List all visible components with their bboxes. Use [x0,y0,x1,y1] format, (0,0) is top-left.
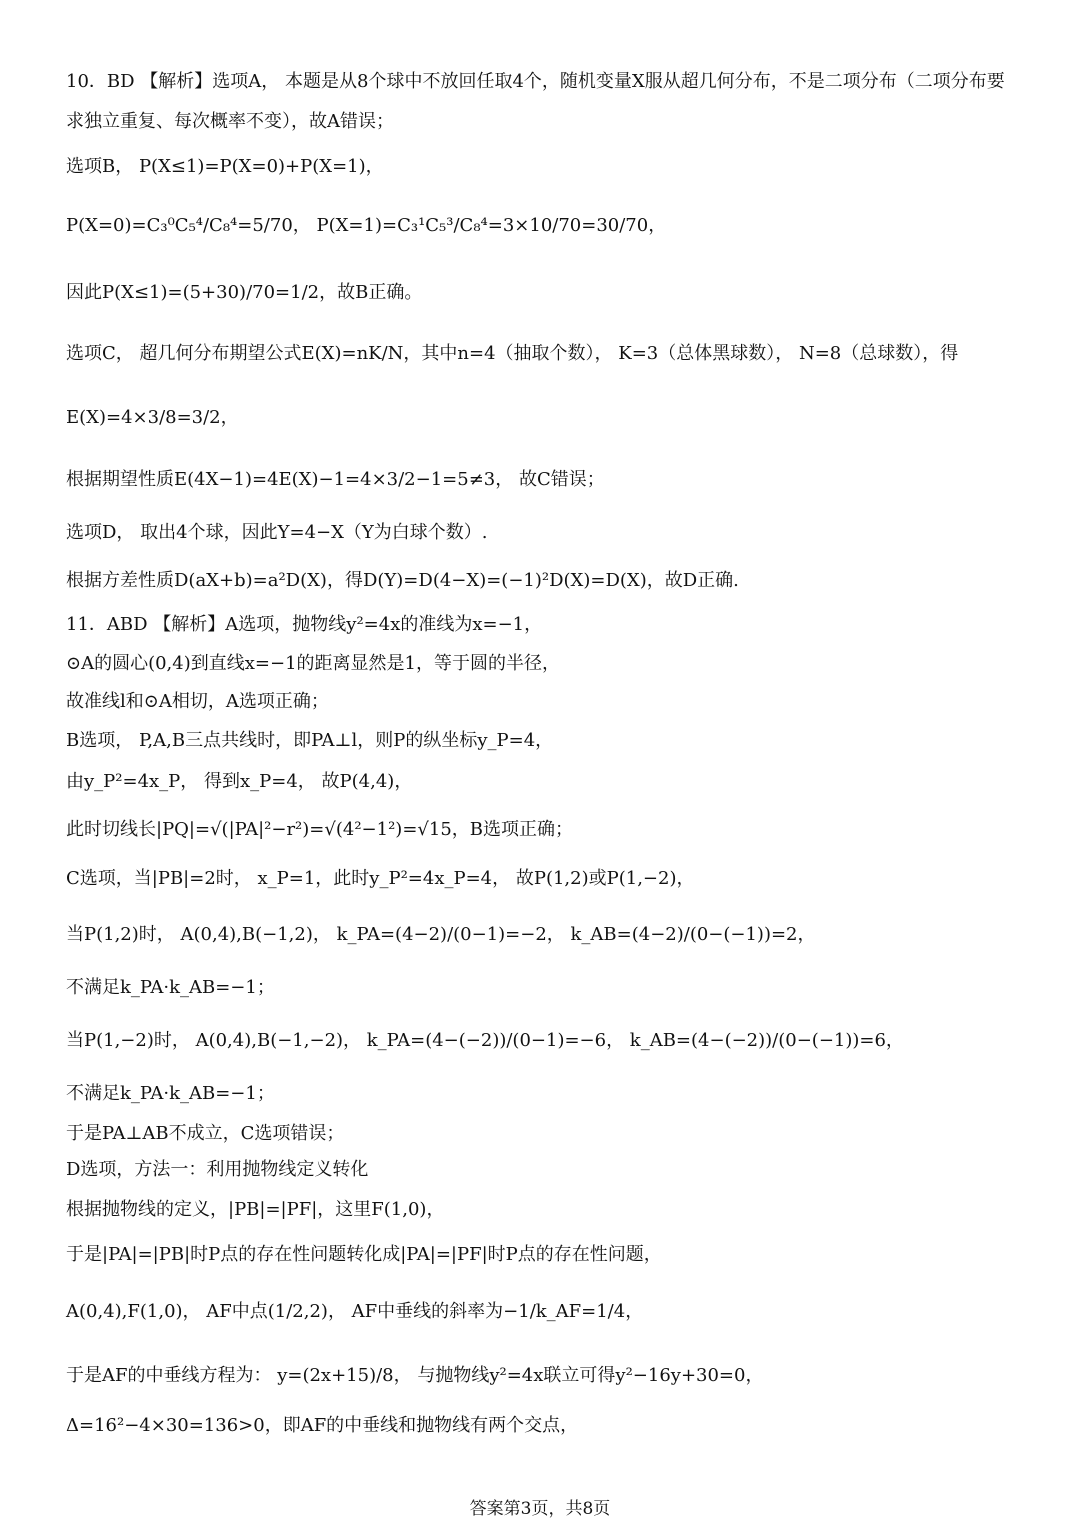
q11-optionD: D选项，方法一：利用抛物线定义转化 [66,1159,369,1180]
q11-optionB: B选项， P,A,B三点共线时，即PA⊥l，则P的纵坐标y_P=4， [66,730,554,751]
q11-optionD-definition: 根据抛物线的定义，|PB|=|PF|，这里F(1,0)， [66,1199,445,1220]
q10-expectation: E(X)=4×3/8=3/2， [66,407,239,428]
q11-optionD-midpoint: A(0,4),F(1,0)， AF中点(1/2,2)， AF中垂线的斜率为−1/k_AF=1/4， [66,1301,644,1322]
q11-optionC-case2-result: 不满足k_PA·k_AB=−1； [66,1083,275,1104]
q11-optionD-transform: 于是|PA|=|PB|时P点的存在性问题转化成|PA|=|PF|时P点的存在性问题， [66,1244,662,1265]
q11-optionC-conclusion: 于是PA⊥AB不成立，C选项错误； [66,1123,345,1144]
q11-optionD-discriminant: Δ=16²−4×30=136>0，即AF的中垂线和抛物线有两个交点， [66,1415,579,1436]
q10-optionB: 选项B， P(X≤1)=P(X=0)+P(X=1)， [66,156,384,177]
q10-optionD: 选项D， 取出4个球，因此Y=4−X（Y为白球个数）. [66,522,488,543]
q10-prob-formula: P(X=0)=C₃⁰C₅⁴/C₈⁴=5/70， P(X=1)=C₃¹C₅³/C₈⁴=3×10/70=30/70， [66,215,667,236]
q11-line-3: 故准线l和⊙A相切，A选项正确； [66,691,329,712]
q11-optionB-result: 此时切线长|PQ|=√(|PA|²−r²)=√(4²−1²)=√15，B选项正确； [66,819,573,840]
q11-optionB-point: 由y_P²=4x_P， 得到x_P=4， 故P(4,4)， [66,771,413,792]
q11-optionC-case1: 当P(1,2)时， A(0,4),B(−1,2)， k_PA=(4−2)/(0−1)=−2， k_AB=(4−2)/(0−(−1))=2， [66,924,816,945]
q11-intro: 11．ABD 【解析】A选项，抛物线y²=4x的准线为x=−1， [66,614,543,635]
q11-line-2: ⊙A的圆心(0,4)到直线x=−1的距离显然是1，等于圆的半径， [66,653,560,674]
q11-optionD-equation: 于是AF的中垂线方程为： y=(2x+15)/8， 与抛物线y²=4x联立可得y²−16y+30=0， [66,1365,764,1386]
q10-optionC: 选项C， 超几何分布期望公式E(X)=nK/N，其中n=4（抽取个数）， K=3（总体黑球数）， N=8（总球数），得 [66,343,959,364]
q11-optionC-case1-result: 不满足k_PA·k_AB=−1； [66,977,275,998]
q10-optionC-result: 根据期望性质E(4X−1)=4E(X)−1=4×3/2−1=5≠3， 故C错误； [66,469,605,490]
q10-optionB-result: 因此P(X≤1)=(5+30)/70=1/2，故B正确。 [66,282,423,303]
q11-optionC: C选项，当|PB|=2时， x_P=1，此时y_P²=4x_P=4， 故P(1,2)或P(1,−2)， [66,868,695,889]
q11-optionC-case2: 当P(1,−2)时， A(0,4),B(−1,−2)， k_PA=(4−(−2))/(0−1)=−6， k_AB=(4−(−2))/(0−(−1))=6， [66,1030,904,1051]
q10-intro: 10．BD 【解析】选项A， 本题是从8个球中不放回任取4个，随机变量X服从超几何分布，不是二项分布（二项分布要求独立重复、每次概率不变），故A错误； [66,71,1005,132]
page-footer: 答案第3页，共8页 [469,1499,611,1519]
q10-optionD-result: 根据方差性质D(aX+b)=a²D(X)，得D(Y)=D(4−X)=(−1)²D(X)=D(X)，故D正确. [66,570,739,591]
